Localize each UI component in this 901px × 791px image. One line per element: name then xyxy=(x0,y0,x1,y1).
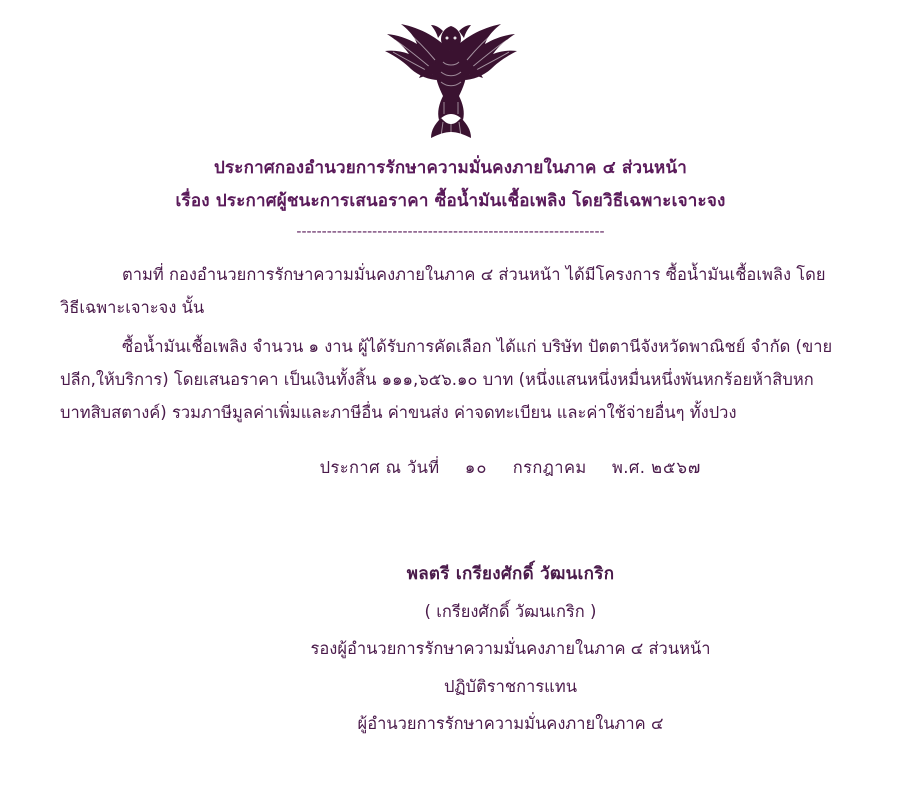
paragraph-award-details: ซื้อน้ำมันเชื้อเพลิง จำนวน ๑ งาน ผู้ได้รับการคัดเลือก ได้แก่ บริษัท ปัตตานีจังหวัดพาณิชย์ จำกัด (ขายปลีก,ให้บริการ) โดยเสนอราคา เป็นเงินทั้งสิ้น ๑๑๑,๖๕๖.๑๐ บาท (หนึ่งแสนหนึ่งหมื่นหนึ่งพันหกร้อยห้าสิบหกบาทสิบสตางค์) รวมภาษีมูลค่าเพิ่มและภาษีอื่น ค่าขนส่ง ค่าจดทะเบียน และค่าใช้จ่ายอื่นๆ ทั้งปวง xyxy=(60,337,833,422)
signature-block xyxy=(60,555,841,742)
emblem-container xyxy=(60,18,841,148)
body-content xyxy=(60,258,841,429)
date-day: ๑๐ xyxy=(464,458,488,477)
date-month: กรกฎาคม xyxy=(512,458,587,477)
signer-name: พลตรี เกรียงศักดิ์ วัฒนเกริก xyxy=(406,564,615,584)
signer-position-line-1: รองผู้อำนวยการรักษาความมั่นคงภายในภาค ๔ ส่วนหน้า xyxy=(310,639,711,659)
date-prefix: ประกาศ ณ วันที่ xyxy=(319,458,440,477)
heading-block xyxy=(60,156,841,240)
paragraph-background: ตามที่ กองอำนวยการรักษาความมั่นคงภายในภาค ๔ ส่วนหน้า ได้มีโครงการ ซื้อน้ำมันเชื้อเพลิง โดยวิธีเฉพาะเจาะจง นั้น xyxy=(60,265,826,317)
signer-name-parenthetical: ( เกรียงศักดิ์ วัฒนเกริก ) xyxy=(424,602,597,622)
document-subject: เรื่อง ประกาศผู้ชนะการเสนอราคา ซื้อน้ำมันเชื้อเพลิง โดยวิธีเฉพาะเจาะจง xyxy=(175,190,726,211)
date-era: พ.ศ. xyxy=(611,458,646,477)
garuda-emblem-icon xyxy=(381,18,521,144)
signer-position-line-3: ผู้อำนวยการรักษาความมั่นคงภายในภาค ๔ xyxy=(357,713,664,733)
date-year: ๒๕๖๗ xyxy=(651,458,702,477)
divider: ------------------------------------------------------------- xyxy=(296,224,605,240)
signer-position-line-2: ปฏิบัติราชการแทน xyxy=(444,676,577,696)
document-title: ประกาศกองอำนวยการรักษาความมั่นคงภายในภาค ๔ ส่วนหน้า xyxy=(213,158,688,178)
announcement-date-line xyxy=(60,455,841,481)
